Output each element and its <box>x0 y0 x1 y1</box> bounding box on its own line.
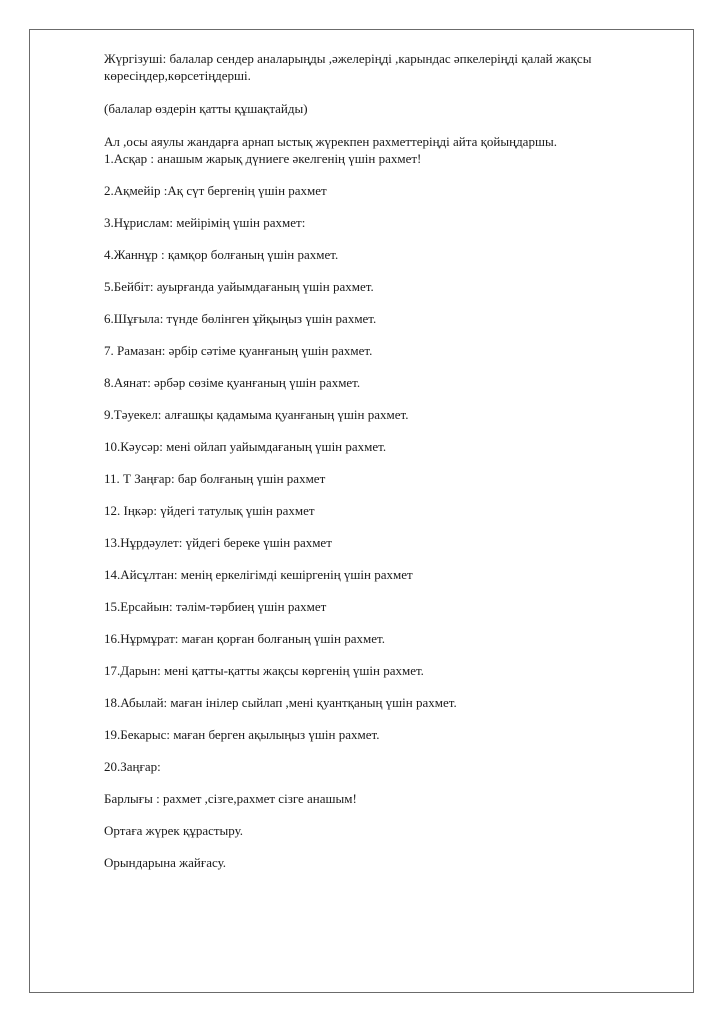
document-body <box>104 50 644 871</box>
thanks-line: 18.Абылай: маған інілер сыйлап ,мені қуантқаның үшін рахмет. <box>104 695 457 710</box>
intro-line-1: Жүргізуші: балалар сендер аналарыңды ,әжелеріңді ,карындас әпкелеріңді қалай жақсы <box>104 51 592 66</box>
thanks-line: 3.Нұрислам: мейірімің үшін рахмет: <box>104 215 306 230</box>
thanks-line: 15.Ерсайын: тәлім-тәрбиең үшін рахмет <box>104 599 327 614</box>
thanks-line: 10.Кәусәр: мені ойлап уайымдағаның үшін рахмет. <box>104 439 387 454</box>
thanks-line: 1.Асқар : анашым жарық дүниеге әкелгенің үшін рахмет! <box>104 151 422 166</box>
thanks-line: 17.Дарын: мені қатты-қатты жақсы көргенің үшін рахмет. <box>104 663 424 678</box>
action-line: Орындарына жайғасу. <box>104 855 227 870</box>
intro-line-2: көресіңдер,көрсетіңдерші. <box>104 68 251 83</box>
thanks-line: 2.Ақмейір :Ақ сүт бергенің үшін рахмет <box>104 183 327 198</box>
thanks-line: 8.Аянат: әрбәр сөзіме қуанғаның үшін рахмет. <box>104 375 361 390</box>
thanks-line: 6.Шұғыла: түнде бөлінген ұйқыңыз үшін рахмет. <box>104 311 377 326</box>
thanks-line: 20.Заңғар: <box>104 759 161 774</box>
stage-direction: (балалар өздерін қатты құшақтайды) <box>104 101 308 116</box>
request-line: Ал ,осы аяулы жандарға арнап ыстық жүрекпен рахметтеріңді айта қойыңдаршы. <box>104 134 557 149</box>
thanks-line: 9.Тәуекел: алғашқы қадамыма қуанғаның үшін рахмет. <box>104 407 409 422</box>
action-line: Ортаға жүрек құрастыру. <box>104 823 244 838</box>
chorus-line: Барлығы : рахмет ,сізге,рахмет сізге анашым! <box>104 791 357 806</box>
thanks-line: 11. Т Заңғар: бар болғаның үшін рахмет <box>104 471 326 486</box>
thanks-line: 4.Жаннұр : қамқор болғаның үшін рахмет. <box>104 247 339 262</box>
thanks-line: 5.Бейбіт: ауырғанда уайымдағаның үшін рахмет. <box>104 279 374 294</box>
thanks-line: 13.Нұрдәулет: үйдегі береке үшін рахмет <box>104 535 332 550</box>
thanks-line: 16.Нұрмұрат: маған қорған болғаның үшін рахмет. <box>104 631 385 646</box>
thanks-line: 7. Рамазан: әрбір сәтіме қуанғаның үшін рахмет. <box>104 343 373 358</box>
thanks-line: 12. Іңкәр: үйдегі татулық үшін рахмет <box>104 503 315 518</box>
thanks-line: 14.Айсұлтан: менің еркелігімді кешіргенің үшін рахмет <box>104 567 413 582</box>
thanks-line: 19.Бекарыс: маған берген ақылыңыз үшін рахмет. <box>104 727 380 742</box>
